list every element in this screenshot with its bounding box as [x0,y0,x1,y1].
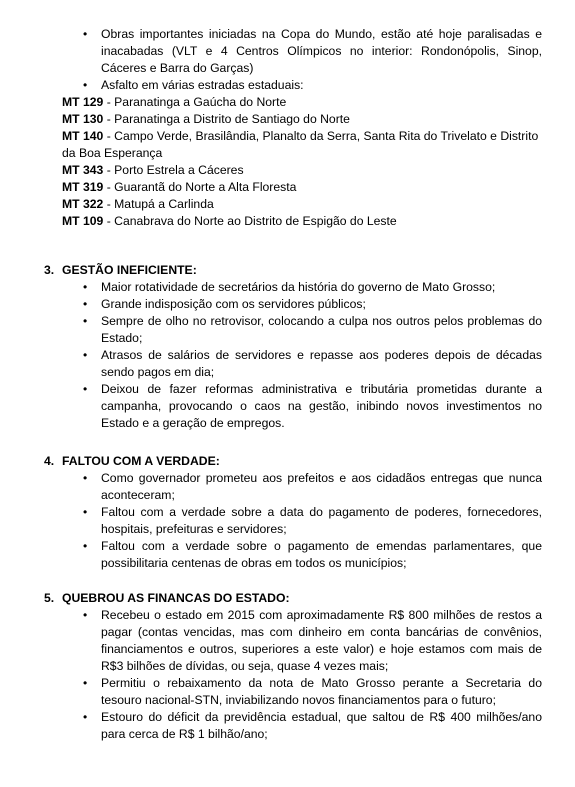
section-4-bullet-list [0,470,575,572]
road-item [62,196,542,213]
bullet-text: Como governador prometeu aos prefeitos e aos cidadãos entregas que nunca aconteceram; [101,471,542,502]
section-title: GESTÃO INEFICIENTE: [62,263,197,277]
bullet-icon: • [83,710,88,724]
bullet-text: Maior rotatividade de secretários da história do governo de Mato Grosso; [101,280,496,294]
bullet-icon: • [83,539,88,553]
road-code: MT 140 [62,129,104,143]
section-5-heading [0,590,575,607]
section-5-bullet-list [0,607,575,743]
road-desc: - Porto Estrela a Cáceres [103,163,244,177]
road-item [62,162,542,179]
list-item [0,279,575,296]
bullet-icon: • [83,280,88,294]
road-code: MT 319 [62,180,104,194]
section-number: 4. [44,454,55,468]
road-desc: - Paranatinga a Gaúcha do Norte [103,95,287,109]
bullet-icon: • [83,608,88,622]
section-4-heading [0,453,575,470]
bullet-icon: • [83,382,88,396]
list-item [0,347,575,381]
section-title: FALTOU COM A VERDADE: [62,454,220,468]
list-item [0,470,575,504]
road-item [62,213,542,230]
road-code: MT 343 [62,163,104,177]
bullet-icon: • [83,314,88,328]
list-item [0,26,575,77]
road-desc: - Matupá a Carlinda [103,197,214,211]
section-title: QUEBROU AS FINANCAS DO ESTADO: [62,591,290,605]
bullet-icon: • [83,27,88,41]
section-3-heading [0,262,575,279]
road-item [62,94,542,111]
road-desc: - Canabrava do Norte ao Distrito de Espigão do Leste [103,214,397,228]
road-desc: - Guarantã do Norte a Alta Floresta [103,180,297,194]
list-item [0,381,575,432]
bullet-text: Faltou com a verdade sobre a data do pagamento de poderes, fornecedores, hospitais, prefeituras e servidores; [101,505,542,536]
bullet-icon: • [83,78,88,92]
road-list [0,94,575,230]
list-item [0,538,575,572]
list-item [0,313,575,347]
bullet-text: Sempre de olho no retrovisor, colocando a culpa nos outros pelos problemas do Estado; [101,314,542,345]
road-item [62,179,542,196]
list-item [0,296,575,313]
bullet-text: Faltou com a verdade sobre o pagamento de emendas parlamentares, que possibilitaria centenas de obras em todos os municípios; [101,539,542,570]
bullet-text: Asfalto em várias estradas estaduais: [101,78,304,92]
list-item [0,607,575,675]
road-code: MT 130 [62,112,104,126]
section-number: 5. [44,591,55,605]
road-desc: - Paranatinga a Distrito de Santiago do Norte [103,112,350,126]
road-code: MT 109 [62,214,104,228]
bullet-icon: • [83,676,88,690]
bullet-icon: • [83,471,88,485]
section-3-bullet-list [0,279,575,432]
section-number: 3. [44,263,55,277]
bullet-icon: • [83,348,88,362]
bullet-text: Deixou de fazer reformas administrativa e tributária prometidas durante a campanha, provocando o caos na gestão, inibindo novos investimentos no Estado e a geração de empregos. [101,382,542,430]
list-item [0,77,575,94]
road-item [62,128,542,162]
bullet-text: Permitiu o rebaixamento da nota de Mato Grosso perante a Secretaria do tesouro nacional-STN, inviabilizando novos financiamentos para o futuro; [101,676,542,707]
list-item [0,675,575,709]
road-code: MT 129 [62,95,104,109]
bullet-text: Atrasos de salários de servidores e repasse aos poderes depois de décadas sendo pagos em dia; [101,348,542,379]
bullet-text: Obras importantes iniciadas na Copa do Mundo, estão até hoje paralisadas e inacabadas (VLT e 4 Centros Olímpicos no interior: Rondonópolis, Sinop, Cáceres e Barra do Garças) [101,27,542,75]
bullet-icon: • [83,297,88,311]
bullet-text: Grande indisposição com os servidores públicos; [101,297,366,311]
bullet-text: Recebeu o estado em 2015 com aproximadamente R$ 800 milhões de restos a pagar (contas vencidas, mas com dinheiro em conta bancárias de convênios, financiamentos e outros, superiores a este valor) e hoje estamos com mais de R$3 bilhões de dívidas, ou seja, quase 4 vezes mais; [101,608,542,673]
road-code: MT 322 [62,197,104,211]
list-item [0,504,575,538]
bullet-icon: • [83,505,88,519]
road-desc: - Campo Verde, Brasilândia, Planalto da Serra, Santa Rita do Trivelato e Distrito da Boa Esperança [62,129,539,160]
bullet-text: Estouro do déficit da previdência estadual, que saltou de R$ 400 milhões/ano para cerca de R$ 1 bilhão/ano; [101,710,542,741]
road-item [62,111,542,128]
intro-bullet-list [0,26,575,94]
list-item [0,709,575,743]
